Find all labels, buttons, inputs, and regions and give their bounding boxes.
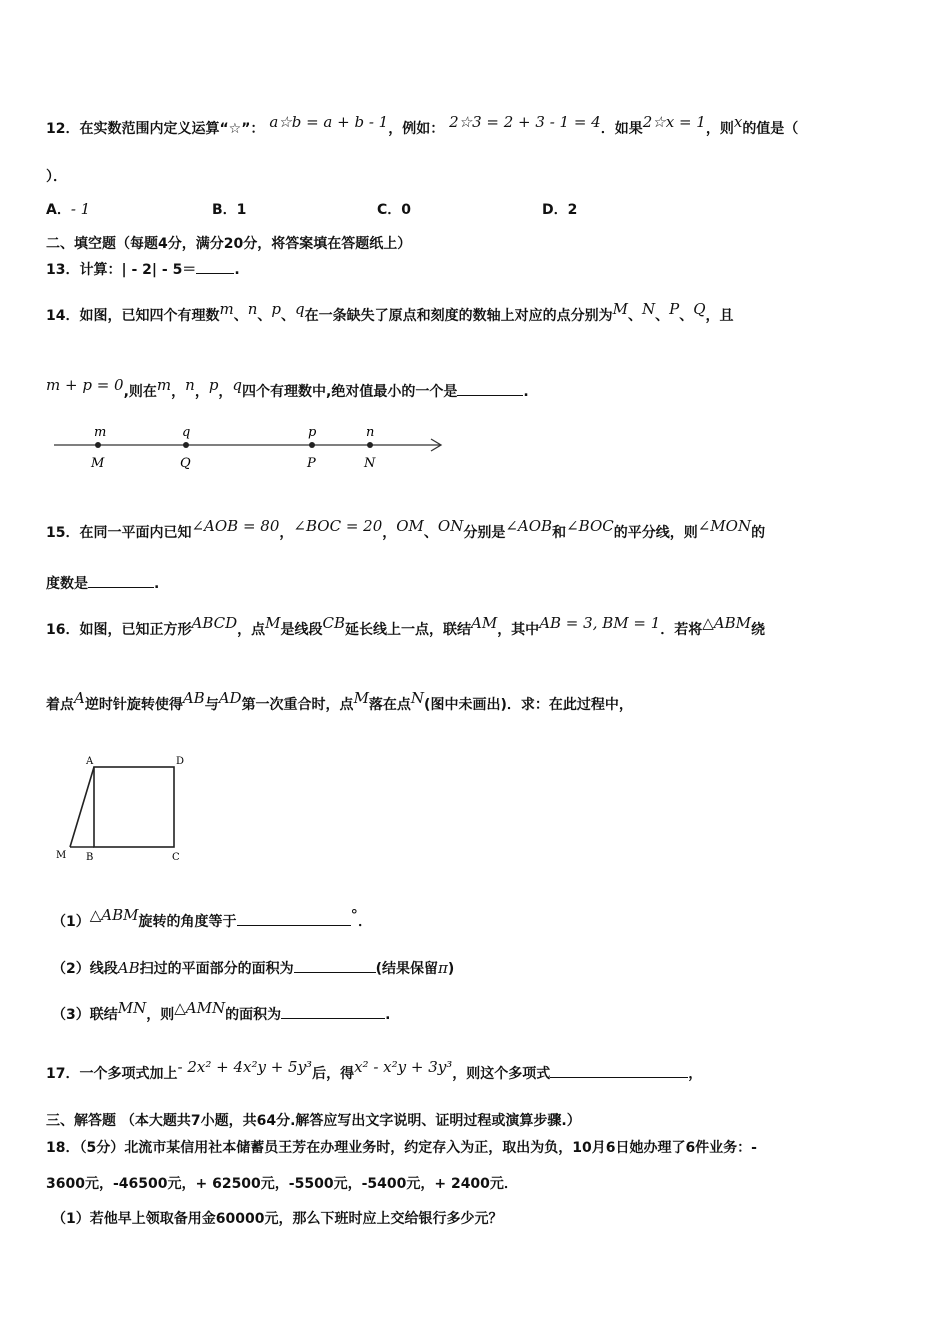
option-label: D． (542, 202, 568, 218)
q16-sub3 (52, 999, 391, 1024)
axis-label-n: n (366, 425, 375, 440)
q14-var-q: q (232, 376, 243, 394)
q12-option-d[interactable] (542, 199, 577, 219)
axis-label-m: m (94, 425, 107, 440)
q12-text-b: ，例如： (388, 121, 445, 137)
q16-sub2-text-d: ) (447, 961, 455, 977)
axis-label-q: q (182, 425, 191, 440)
q12-option-c[interactable] (377, 199, 411, 219)
q14-answer-blank[interactable] (457, 381, 523, 396)
q14-var-q: q (295, 300, 305, 318)
q16-sub1-degree: ° (350, 906, 358, 924)
option-label: B． (212, 202, 237, 218)
q14-sep: 、 (257, 308, 272, 324)
q16-a: A (74, 689, 85, 707)
q16-text-c: 是线段 (280, 622, 323, 638)
option-value: 0 (401, 202, 412, 218)
q18-line2: 3600元，-46500元，+ 62500元，-5500元，-5400元，+ 2400元． (46, 1176, 518, 1192)
point-p-dot (309, 442, 315, 448)
q15-on: ON (437, 517, 464, 535)
q16-am: AM (470, 614, 498, 632)
q17-poly1: - 2x² + 4x²y + 5y³ (177, 1058, 313, 1076)
q16-sub2-ab: AB (117, 959, 140, 977)
q17-text-c: ，则这个多项式 (452, 1066, 551, 1082)
option-value: 2 (567, 202, 578, 218)
q16-triangle: △ABM (702, 614, 752, 632)
q16-line2-a: 着点 (46, 697, 74, 713)
q12-line1 (46, 113, 799, 138)
q13 (46, 259, 240, 279)
q15-he: 和 (552, 525, 567, 541)
q15-angle-aob: ∠AOB = 80 (191, 517, 280, 535)
q16-n: N (410, 689, 425, 707)
q12-option-a[interactable] (46, 199, 90, 219)
axis-label-M: M (91, 456, 105, 471)
q14-number: 14． (46, 308, 80, 324)
q14-point-q: Q (693, 300, 706, 318)
q16-line1 (46, 614, 766, 639)
q14-comma: ， (194, 384, 209, 400)
q15-text-c: 的平分线，则 (613, 525, 698, 541)
q16-text-e: ，其中 (497, 622, 540, 638)
q15-angle-boc: ∠BOC = 20 (293, 517, 383, 535)
q13-end: . (234, 262, 240, 278)
option-value: 1 (236, 202, 247, 218)
q15-line1 (46, 517, 766, 542)
q14-text-b: 在一条缺失了原点和刻度的数轴上对应的点分别为 (304, 308, 613, 324)
q15-sep: 、 (423, 525, 438, 541)
square-figure (50, 750, 200, 865)
q13-text: 13．计算：| - 2| - 5＝ (46, 262, 197, 278)
q16-sub3-mn: MN (117, 999, 147, 1017)
q17 (46, 1058, 703, 1083)
q15-line2 (46, 573, 159, 593)
q14-line1 (46, 300, 734, 325)
q12-variable: x (733, 113, 743, 131)
q12-text: 在实数范围内定义运算“☆”： (79, 121, 265, 137)
q17-answer-blank[interactable] (550, 1063, 688, 1078)
q12-option-b[interactable] (212, 199, 246, 219)
q17-text-b: 后，得 (312, 1066, 355, 1082)
option-value: - 1 (70, 200, 91, 218)
q14-point-p: P (669, 300, 680, 318)
q14-var-m: m (156, 376, 172, 394)
q15-mon: ∠MON (697, 517, 752, 535)
axis-label-Q: Q (180, 456, 191, 471)
q16-text-a: 如图，已知正方形 (79, 622, 192, 638)
figure-label-m: M (56, 850, 67, 861)
q17-poly2: x² - x²y + 3y³ (354, 1058, 453, 1076)
q14-point-m: M (612, 300, 628, 318)
q15-line2-text: 度数是 (46, 576, 88, 592)
q16-abcd: ABCD (191, 614, 238, 632)
axis-label-P: P (307, 456, 316, 471)
q16-sub1-blank[interactable] (237, 911, 351, 926)
q14-sep: 、 (655, 308, 670, 324)
q16-sub1-end: ． (358, 914, 372, 930)
q14-var-m: m (219, 300, 234, 318)
q16-sub2-num: （2）线段 (52, 961, 118, 977)
section-2-heading: 二、填空题（每题4分，满分20分，将答案填在答题纸上） (46, 236, 412, 252)
q16-sub2-text-c: (结果保留 (375, 961, 439, 977)
q15-aob: ∠AOB (505, 517, 553, 535)
q16-m: M (265, 614, 281, 632)
q14-comma: ， (218, 384, 233, 400)
section-3-heading: 三、解答题 （本大题共7小题，共64分.解答应写出文字说明、证明过程或演算步骤.） (46, 1113, 581, 1129)
q14-sep: 、 (233, 308, 248, 324)
q16-line2 (46, 689, 633, 714)
q14-condition: m + p = 0 (46, 376, 124, 394)
number-line-figure (46, 420, 456, 475)
q13-answer-blank[interactable] (196, 259, 234, 274)
q16-sub1-triangle: △ABM (89, 906, 139, 924)
q16-m: M (353, 689, 369, 707)
q12-condition: 2☆x = 1 (642, 113, 706, 131)
point-m-dot (95, 442, 101, 448)
figure-label-b: B (86, 852, 94, 863)
q17-end: ， (688, 1066, 703, 1082)
q12-example: 2☆3 = 2 + 3 - 1 = 4 (449, 113, 601, 131)
q14-var-p: p (271, 300, 281, 318)
q16-line2-e: (图中未画出)．求：在此过程中， (424, 697, 633, 713)
q16-sub3-num: （3）联结 (52, 1007, 118, 1023)
q14-sep: 、 (627, 308, 642, 324)
figure-label-a: A (86, 756, 94, 767)
q14-sep: 、 (281, 308, 295, 324)
q17-text-a: 17．一个多项式加上 (46, 1066, 178, 1082)
q16-ab: AB (182, 689, 205, 707)
square-abcd (94, 767, 174, 847)
q14-var-n: n (185, 376, 195, 394)
q16-number: 16． (46, 622, 80, 638)
figure-label-d: D (176, 756, 185, 767)
q16-text-g: 绕 (751, 622, 766, 638)
q15-om: OM (396, 517, 424, 535)
q14-line2 (46, 376, 529, 401)
q16-sub3-blank[interactable] (281, 1004, 385, 1019)
q16-sub1 (52, 906, 372, 931)
q16-text-f: ．若将 (660, 622, 703, 638)
q14-end: . (523, 384, 529, 400)
q16-text-d: 延长线上一点，联结 (344, 622, 471, 638)
q12-text-c: ．如果 (600, 121, 643, 137)
q12-number: 12． (46, 121, 80, 137)
q14-comma: ， (171, 384, 186, 400)
segment-am (70, 767, 94, 847)
q16-sub1-text: 旋转的角度等于 (138, 914, 237, 930)
q15-comma: ， (382, 525, 397, 541)
q12-line2: ）． (46, 169, 67, 185)
q15-boc: ∠BOC (566, 517, 614, 535)
q18-sub1: （1）若他早上领取备用金60000元，那么下班时应上交给银行多少元？ (52, 1211, 503, 1227)
q15-text-b: 分别是 (463, 525, 506, 541)
q16-sub2-text: 扫过的平面部分的面积为 (139, 961, 294, 977)
q14-text-a: 如图，已知四个有理数 (79, 308, 220, 324)
q14-sep: 、 (679, 308, 694, 324)
point-q-dot (183, 442, 189, 448)
q14-point-n: N (641, 300, 656, 318)
q16-sub3-text-b: ，则 (146, 1007, 175, 1023)
q16-line2-c: 第一次重合时，点 (241, 697, 354, 713)
q16-ad: AD (218, 689, 242, 707)
q12-definition: a☆b = a + b - 1 (269, 113, 389, 131)
q16-sub3-triangle: △AMN (174, 999, 226, 1017)
q16-sub3-text-c: 的面积为 (225, 1007, 282, 1023)
q12-text-e: 的值是（ (742, 121, 799, 137)
q15-comma: ， (279, 525, 294, 541)
q14-var-p: p (208, 376, 219, 394)
option-label: C． (377, 202, 402, 218)
q14-text-c: ，且 (705, 308, 734, 324)
q16-sub2-pi: π (438, 959, 448, 977)
q16-sub2-blank[interactable] (294, 958, 376, 973)
axis-label-p: p (308, 425, 317, 440)
figure-label-c: C (172, 852, 180, 863)
axis-label-N: N (364, 456, 376, 471)
q16-cb: CB (322, 614, 345, 632)
q16-line2-d: 落在点 (368, 697, 411, 713)
q16-line2-b: 逆时针旋转使得 (84, 697, 183, 713)
q14-text-e: 四个有理数中,绝对值最小的一个是 (242, 384, 458, 400)
q16-sub3-end: . (385, 1007, 391, 1023)
q15-number: 15． (46, 525, 80, 541)
q16-sub1-num: （1） (52, 914, 90, 930)
q16-given: AB = 3, BM = 1 (539, 614, 661, 632)
option-label: A． (46, 202, 71, 218)
q16-sub2 (52, 958, 454, 978)
q15-text-d: 的 (751, 525, 766, 541)
q15-end: . (154, 576, 160, 592)
q12-text-d: ，则 (705, 121, 734, 137)
q16-yu: 与 (204, 697, 219, 713)
q18-line1: 18．（5分）北流市某信用社本储蓄员王芳在办理业务时，约定存入为正，取出为负，10月6日她办理了6件业务：- (46, 1140, 757, 1156)
point-n-dot (367, 442, 373, 448)
q15-answer-blank[interactable] (88, 573, 154, 588)
q14-var-n: n (247, 300, 258, 318)
q15-text-a: 在同一平面内已知 (79, 525, 192, 541)
q14-text-d: ,则在 (123, 384, 157, 400)
q16-text-b: ，点 (237, 622, 266, 638)
